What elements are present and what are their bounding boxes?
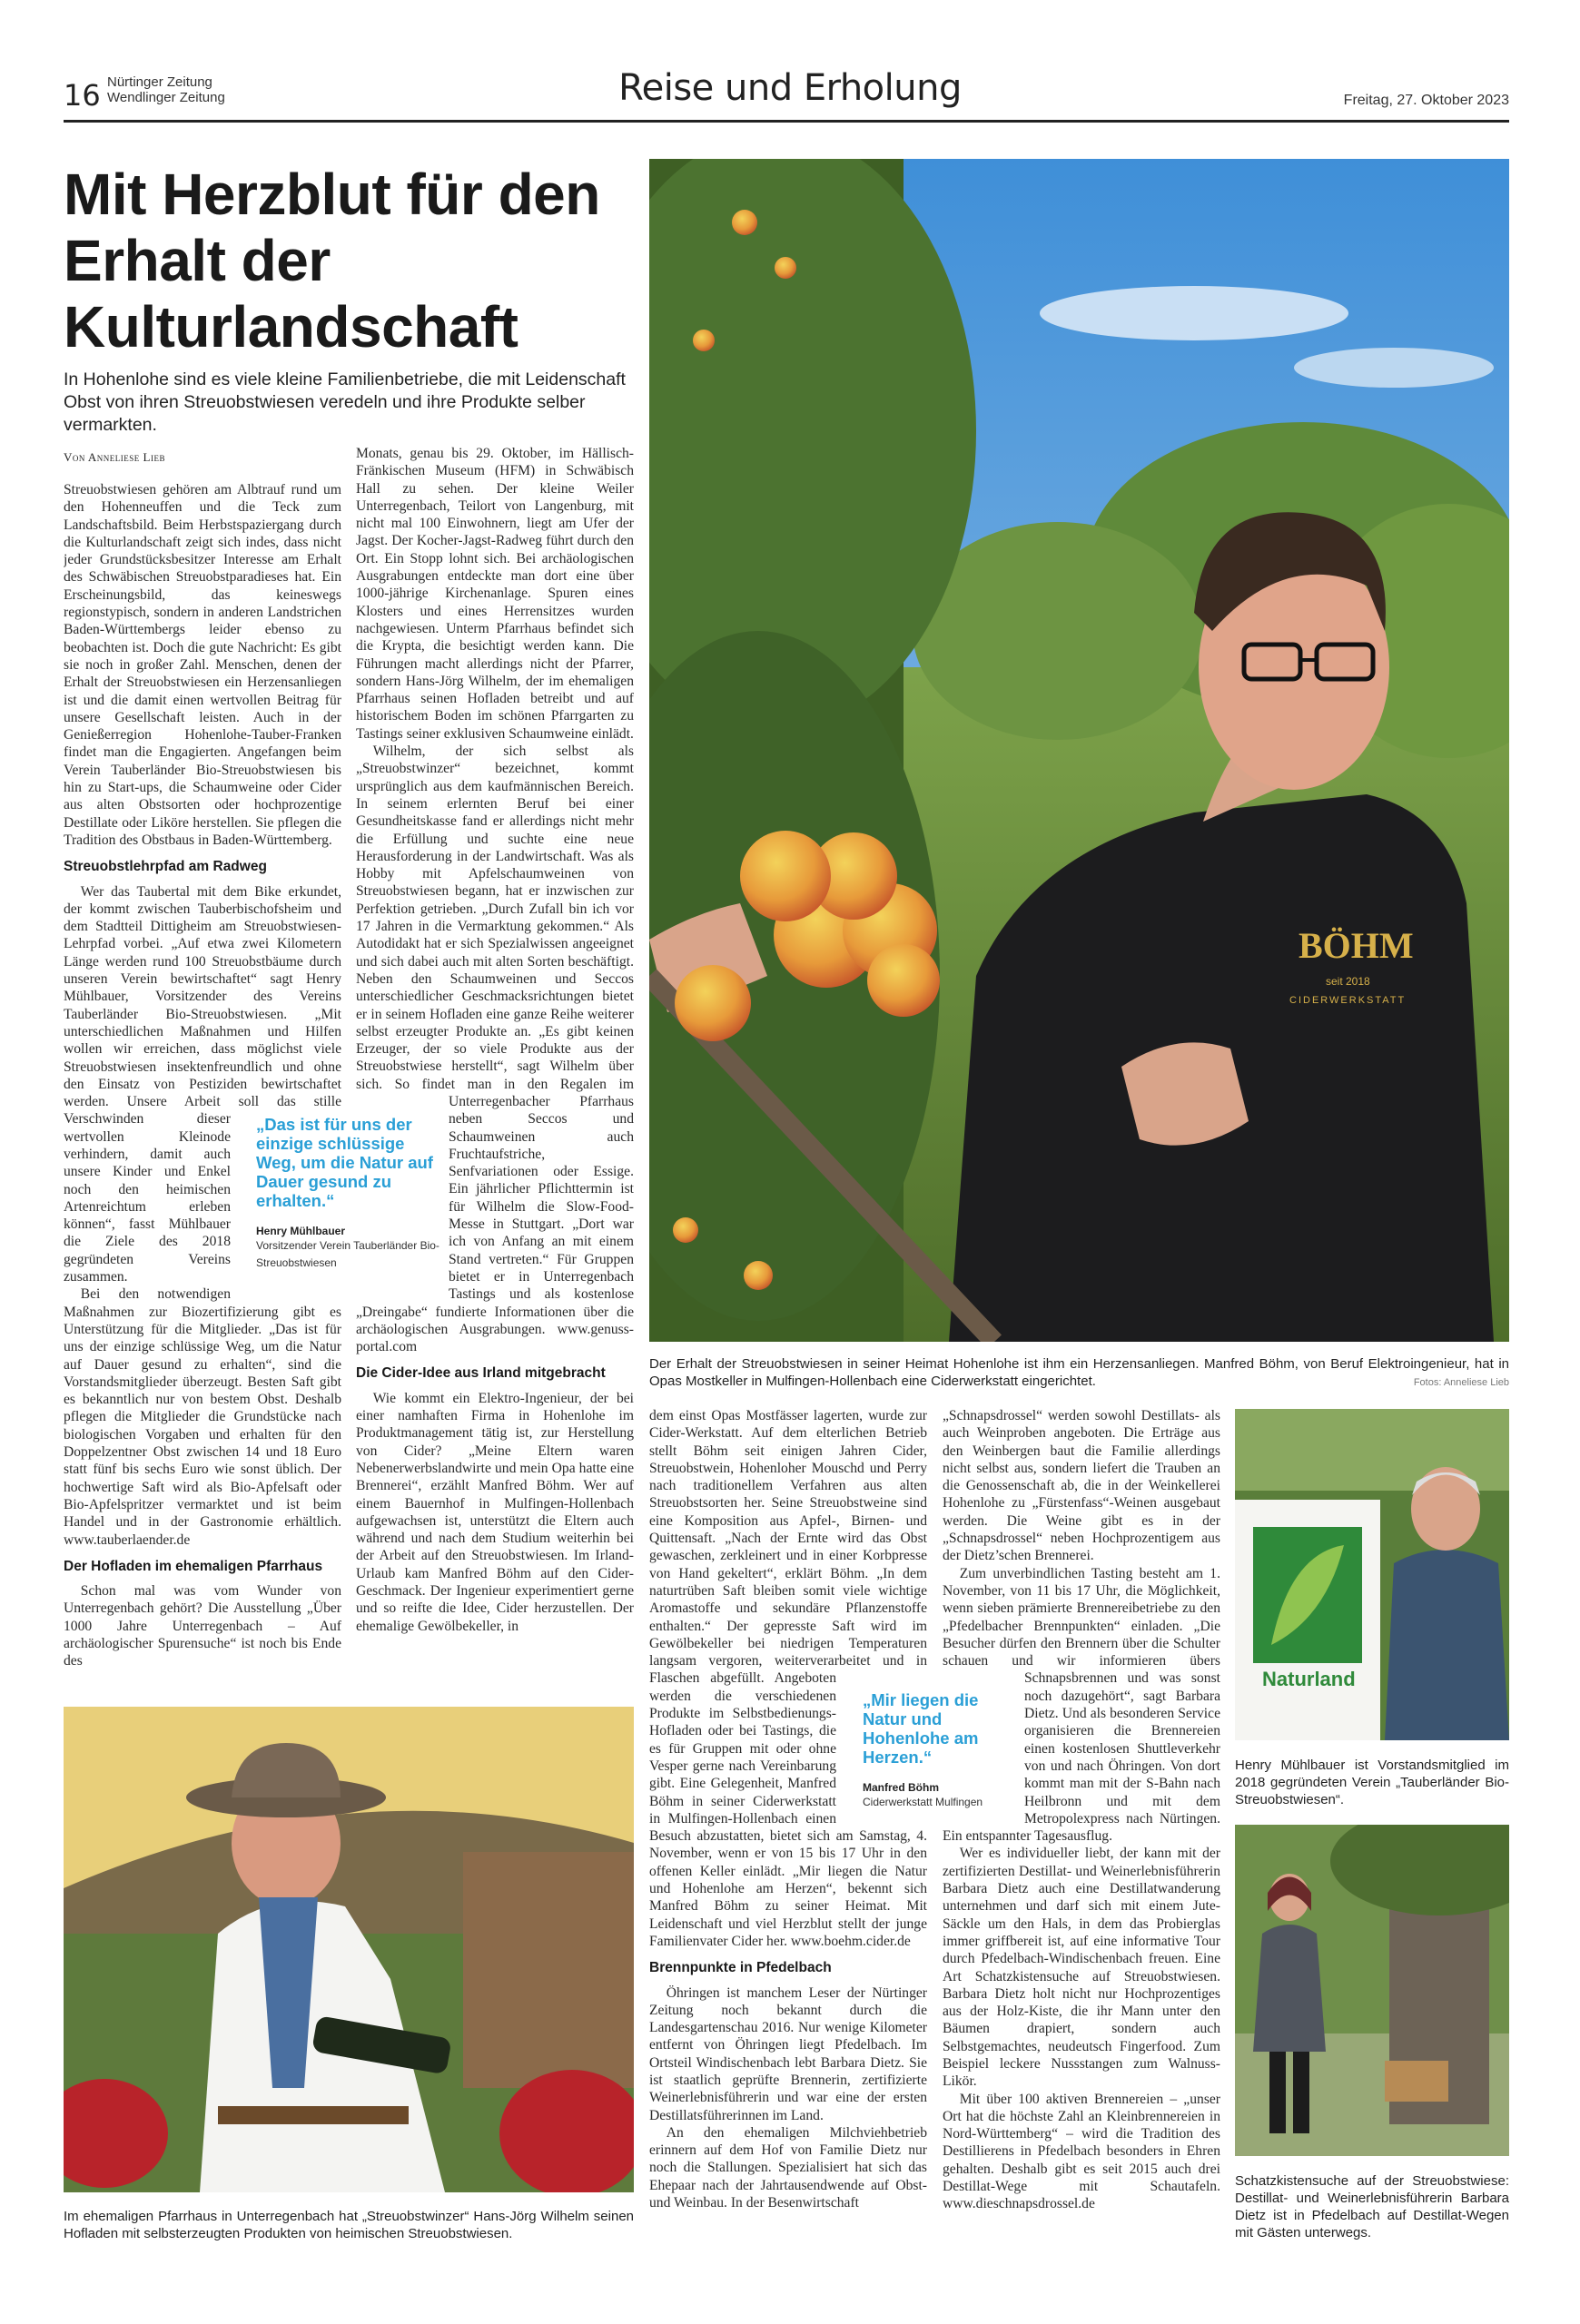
pull-quote-role: Ciderwerkstatt Mulfingen [863,1796,983,1808]
shirt-logo-sub2: CIDERWERKSTATT [1289,995,1407,1006]
paragraph: Schon mal was vom Wunder von Unterregenbach gehört? Die Ausstellung „Über 1000 Jahre Unterregenbach – Auf archäologischer Spurensuche“ ist noch bis Ende des [64,1583,341,1669]
main-photo-manfred-boehm [649,159,1509,1342]
header-rule [64,120,1509,123]
shirt-logo-text: BÖHM [1299,925,1414,966]
pull-quote-author: Henry Mühlbauer [256,1225,346,1237]
article-column-2 [356,445,634,1696]
paragraph: dem einst Opas Mostfässer lagerten, wurde zur Cider-Werkstatt. Auf dem elterlichen Betrieb stellt Böhm seit einigen Jahren Cider, Streuobstwein, Hohenloher Mouschd und Perry nach traditionellem Verfahren aus alten Streuobstsorten her. Seine Streuobstweine sind eine Komposition aus Apfel-, Birnen- und Quittensaft. „Nach der Ernte wird das Obst gewaschen, zerkleinert und in einer Korbpresse von Hand gekeltert“, erklärt Böhm. „In dem naturtrüben Saft bleiben somit viele wichtige Aromastoffe und sekundäre Pflanzenstoffe enthalten.“ Der gepresste Saft wird im Gewölbekeller bei niedrigen Temperaturen langsam vergoren, weiterverarbeitet und in Flaschen abgefüllt. Angeboten werden die verschiedenen Produkte im Selbstbedienungs-Hofladen oder bei Tastings, die es für Gruppen mit oder ohne Vesper gerne nach Vereinbarung gibt. Eine Gelegenheit, Manfred Böhm in seiner Ciderwerkstatt in Mulfingen-Hollenbach einen Besuch abzustatten, bietet sich am Samstag, 4. November, wenn er von 15 bis 17 Uhr in den offenen Keller einlädt. „Mir liegen die Natur und Hohenlohe am Herzen“, bekennt sich Manfred Böhm zu seiner Heimat. Mit Leidenschaft und viel Herzblut stellt der junge Familienvater Cider her. www.boehm.cider.de [649,1408,927,1949]
photo-credit: Fotos: Anneliese Lieb [1413,1377,1509,1388]
headline: Mit Herzblut für den Erhalt der Kulturlandschaft [64,162,600,359]
paragraph: Wilhelm, der sich selbst als „Streuobstwinzer“ bezeichnet, kommt ursprünglich aus dem kaufmännischen Bereich. In seinem erlernten Beruf bei einer Gesundheitskasse fand er allerdings nicht mehr die Erfüllung und suchte eine neue Herausforderung in der Landwirtschaft. Was als Hobby mit Apfelschaumweinen von Streuobstwiesen begann, hat er inzwischen zur Perfektion getrieben. „Durch Zufall bin ich vor 17 Jahren in die Vermarktung gekommen.“ Als Autodidakt hat er sich Spezialwissen angeeignet und sich dabei auch mit alten Sorten beschäftigt. Neben den Schaumweinen und Seccos unterschiedlicher Geschmacksrichtungen bietet er in seinem Hofladen eine ganze Reihe weiterer selbst erzeugter Produkte an. „Es gibt keinen Erzeuger, der so viele Produkte aus der Streuobstwiese herstellt“, sagt Wilhelm über sich. So findet man in den Regalen im Unterregenbacher Pfarrhaus neben Seccos und Schaumweinen auch Fruchtaufstriche, Senfvariationen oder Essige. Ein jährlicher Pflichttermin ist für Wilhelm die Slow-Food-Messe in Stuttgart. „Dort war ich von Anfang an mit einem Stand vertreten.“ Für Gruppen bietet er in Unterregenbach Tastings und als kostenlose „Dreingabe“ fundierte Informationen über die archäologischen Ausgrabungen. www.genuss-portal.com [356,743,634,1355]
article-column-4 [943,1407,1220,2244]
subheading: Die Cider-Idee aus Irland mitgebracht [356,1365,606,1382]
paragraph: Öhringen ist manchem Leser der Nürtinger Zeitung noch bekannt durch die Landesgartenschau 2016. Nur wenige Kilometer entfernt von Öhringen liegt Pfedelbach. Im Ortsteil Windischenbach lebt Barbara Dietz. Sie ist staatlich geprüfte Brennerin, zertifizierte Weinerlebnisführerin und war eine der ersten Destillatsführerinnen im Land. [649,1984,927,2123]
photo-barbara-dietz [1235,1825,1509,2156]
photo-hans-joerg-wilhelm [64,1707,634,2192]
byline: Von Anneliese Lieb [64,450,165,464]
photo-henry-muehlbauer [1235,1409,1509,1740]
paragraph: An den ehemaligen Milchviehbetrieb erinnern auf dem Hof von Familie Dietz nur noch die Stallungen. Spezialisiert hat sich das Ehepaar nach der Jahrtausendwende auf Obst- und Weinbau. In der Besenwirtschaft [649,2124,927,2211]
pull-quote [256,1115,447,1272]
subheading: Der Hofladen im ehemaligen Pfarrhaus [64,1558,323,1574]
pull-quote-author: Manfred Böhm [863,1781,939,1794]
paragraph: Wer das Taubertal mit dem Bike erkundet, der kommt zwischen Tauberbischofsheim und dem Stadtteil Dittigheim am Streuobstwiesen-Lehrpfad vorbei. „Auf etwa zwei Kilometern Länge werden rund 100 Streuobstbäume durch unseren Verein bewirtschaftet“ sagt Henry Mühlbauer, Vorsitzender des Vereins Tauberländer Bio-Streuobstwiesen. „Mit unterschiedlichen Maßnahmen und Hilfen wollen wir erreichen, dass möglichst viele Streuobstwiesen insektenfreundlich und ohne den Einsatz von Pestiziden bewirtschaftet werden. Unsere Arbeit soll das stille Verschwinden dieser wertvollen Kleinode verhindern, damit auch unsere Kinder und Enkel noch den heimischen Artenreichtum erleben können“, fasst Mühlbauer die Ziele des 2018 gegründeten Vereins zusammen. [64,883,341,1285]
main-photo-caption [649,1355,1509,1390]
naturland-sign-text: Naturland [1262,1668,1356,1690]
paragraph: Bei den notwendigen Maßnahmen zur Biozertifizierung gibt es Unterstützung für die Mitglieder. „Das ist für uns der einzige schlüssige Weg, um die Natur auf Dauer gesund zu erhalten“, sind die Vorstandsmitglieder überzeugt. Besten Saft gibt es bekanntlich nur von bestem Obst. Deshalb pflegen die Mitglieder die Grundstücke nach biologischen Vorgaben und erhalten für den Doppelzentner Obst zwischen 14 und 18 Euro statt fünf bis sechs Euro wie sonst üblich. Der hochwertige Saft wird als Bio-Apfelsaft oder Bio-Apfelspritzer vermarktet und ist beim Handel und in der Gastronomie erhältlich. www.tauberlaender.de [64,1286,341,1548]
article-column-3 [649,1407,927,2244]
caption-text: Der Erhalt der Streuobstwiesen in seiner Heimat Hohenlohe ist ihm ein Herzensanliegen. Manfred Böhm, von Beruf Elektroingenieur, hat in Opas Mostkeller in Mulfingen-Hollenbach eine Ciderwerkstatt eingerichtet. [649,1356,1509,1389]
paragraph: Mit über 100 aktiven Brennereien – „unser Ort hat die höchste Zahl an Kleinbrennereien in Nord-Württemberg“ – wird die Tradition des Destillierens in Pfedelbach besonders in Ehren gehalten. Deshalb gibt es seit 2015 auch drei Destillat-Wege mit Schautafeln. www.dieschnapsdrossel.de [943,2091,1220,2212]
section-title: Reise und Erholung [618,67,962,109]
article-column-1 [64,481,341,1696]
pull-quote [863,1690,1017,1811]
paragraph: Zum unverbindlichen Tasting besteht am 1. November, von 11 bis 17 Uhr, die Möglichkeit, wenn sieben prämierte Brennereibetriebe zu den „Pfedelbacher Brennpunkten“ einladen. „Die Besucher dürfen den Brennern über die Schulter schauen und wir informieren übers Schnapsbrennen und was sonst noch dazugehört“, sagt Barbara Dietz. Und als besonderen Service organisieren die Brennereien einen kostenlosen Shuttleverkehr von und nach Öhringen. Von dort kommt man mit der S-Bahn nach Heilbronn und mit dem Metropolexpress nach Nürtingen. Ein entspannter Tagesausflug. [943,1565,1220,1845]
hofladen-photo-caption: Im ehemaligen Pfarrhaus in Unterregenbach hat „Streuobstwinzer“ Hans-Jörg Wilhelm seinen Hofladen mit selbsterzeugten Produkten von heimischen Streuobstwiesen. [64,2209,634,2241]
paragraph: Monats, genau bis 29. Oktober, im Hällisch-Fränkischen Museum (HFM) in Schwäbisch Hall zu sehen. Der kleine Weiler Unterregenbach, Teilort von Langenburg, mit nicht mal 100 Einwohnern, liegt am Ufer der Jagst. Der Kocher-Jagst-Radweg führt durch den Ort. Ein Stopp lohnt sich. Bei archäologischen Ausgrabungen entdeckte man dort eine über 1000-jährige Kirchenanlage. Spuren eines Klosters und eines Herrensitzes wurden nachgewiesen. Unterm Pfarrhaus befindet sich die Krypta, die besichtigt werden kann. Die Führungen macht allerdings nicht der Pfarrer, sondern Hans-Jörg Wilhelm, der im ehemaligen Pfarrhaus seinen Hofladen betreibt und auf historischem Boden im schönen Pfarrgarten zu Tastings seiner exklusiven Schaumweine einlädt. [356,446,634,742]
paragraph: Wer es individueller liebt, der kann mit der zertifizierten Destillat- und Weinerlebnisführerin Barbara Dietz auch eine Destillatwanderung unternehmen und darf sich mit einem Jute-Säckle um den Hals, in dem das Probierglas immer griffbereit ist, auf eine informative Tour durch Pfedelbach-Windischenbach freuen. Eine Art Schatzkistensuche auf Streuobstwiesen. Barbara Dietz holt nicht nur Hochprozentiges aus der Holz-Kiste, die ihr Mann unter den Bäumen drapiert, sondern auch Selbstgemachtes, neudeutsch Fingerfood. Zum Beispiel leckere Nussstangen zum Walnuss-Likör. [943,1846,1220,2090]
pull-quote-role: Vorsitzender Verein Tauberländer Bio-Streuobstwiesen [256,1239,439,1269]
lede: In Hohenlohe sind es viele kleine Familienbetriebe, die mit Leidenschaft Obst von ihren Streuobstwiesen veredeln und ihre Produkte selber vermarkten. [64,369,626,435]
page-number: 16 [64,78,101,113]
subheading: Streuobstlehrpfad am Radweg [64,859,267,875]
shirt-logo-sub: seit 2018 [1326,975,1370,988]
muehlbauer-photo-caption: Henry Mühlbauer ist Vorstandsmitglied im 2018 gegründeten Verein „Tauberländer Bio-Streuobstwiesen“. [1235,1758,1509,1807]
paper-name-line: Wendlinger Zeitung [107,90,225,105]
paragraph: „Schnapsdrossel“ werden sowohl Destillats- als auch Weinproben angeboten. Die Erträge aus den Weinbergen baut die Familie allerdings nicht selbst aus, sondern liefert die Trauben an die Genossenschaft ab, die in der Weinkellerei Hohenlohe zu „Fürstenfass“-Weinen ausgebaut werden. Die Weine gibt es in der „Schnapsdrossel“ neben Hochprozentigem aus der Dietz’schen Brennerei. [943,1408,1220,1564]
pull-quote-text: „Mir liegen die Natur und Hohenlohe am Herzen.“ [863,1690,979,1767]
paper-name-line: Nürtinger Zeitung [107,74,212,90]
subheading: Brennpunkte in Pfedelbach [649,1960,832,1976]
paragraph: Wie kommt ein Elektro-Ingenieur, der bei einer namhaften Firma in Hohenlohe im Produktmanagement tätig ist, zur Herstellung von Cider? „Meine Eltern waren Nebenerwerbslandwirte und mein Opa hatte eine Brennerei“, erzählt Manfred Böhm. Wer auf einem Bauernhof in Mulfingen-Hollenbach aufgewachsen ist, unterstützt die Eltern auch während und nach dem Studium weiterhin bei der Arbeit auf den Streuobstwiesen. Im Irland-Urlaub kam Manfred Böhm auf den Cider-Geschmack. Der Ingenieur experimentiert gerne und so reifte die Idee, Cider herzustellen. Der ehemalige Gewölbekeller, in [356,1390,634,1634]
dietz-photo-caption: Schatzkistensuche auf der Streuobstwiese: Destillat- und Weinerlebnisführerin Barbara Dietz ist in Pfedelbach auf Destillat-Wegen mit Gästen unterwegs. [1235,2173,1509,2240]
issue-date: Freitag, 27. Oktober 2023 [1343,93,1509,108]
paragraph: Streuobstwiesen gehören am Albtrauf rund um den Hohenneuffen und die Teck zum Landschaftsbild. Beim Herbstspaziergang durch die Kulturlandschaft zeigt sich indes, dass nicht jeder Grundstücksbesitzer Interesse am Erhalt des Schwäbischen Streuobstparadieses hat. Ein Erscheinungsbild, das keineswegs regionstypisch, sondern in anderen Landstrichen Baden-Württembergs leider ebenso zu beobachten ist. Doch die gute Nachricht: Es gibt sie noch in großer Zahl. Menschen, denen der Erhalt der Streuobstwiesen ein Herzensanliegen ist und die damit einen wertvollen Beitrag für unsere Gesellschaft leisten. Auch in der Genießerregion Hohenlohe-Tauber-Franken findet man die Engagierten. Angefangen beim Verein Tauberländer Bio-Streuobstwiesen bis hin zu Start-ups, die Schaumweine oder Cider aus alten Obstsorten oder hochprozentige Destillate oder Liköre herstellen. Sie pflegen die Tradition des Obstbaus in Baden-Württemberg. [64,482,341,848]
pull-quote-text: „Das ist für uns der einzige schlüssige Weg, um die Natur auf Dauer gesund zu erhalten.“ [256,1115,433,1210]
